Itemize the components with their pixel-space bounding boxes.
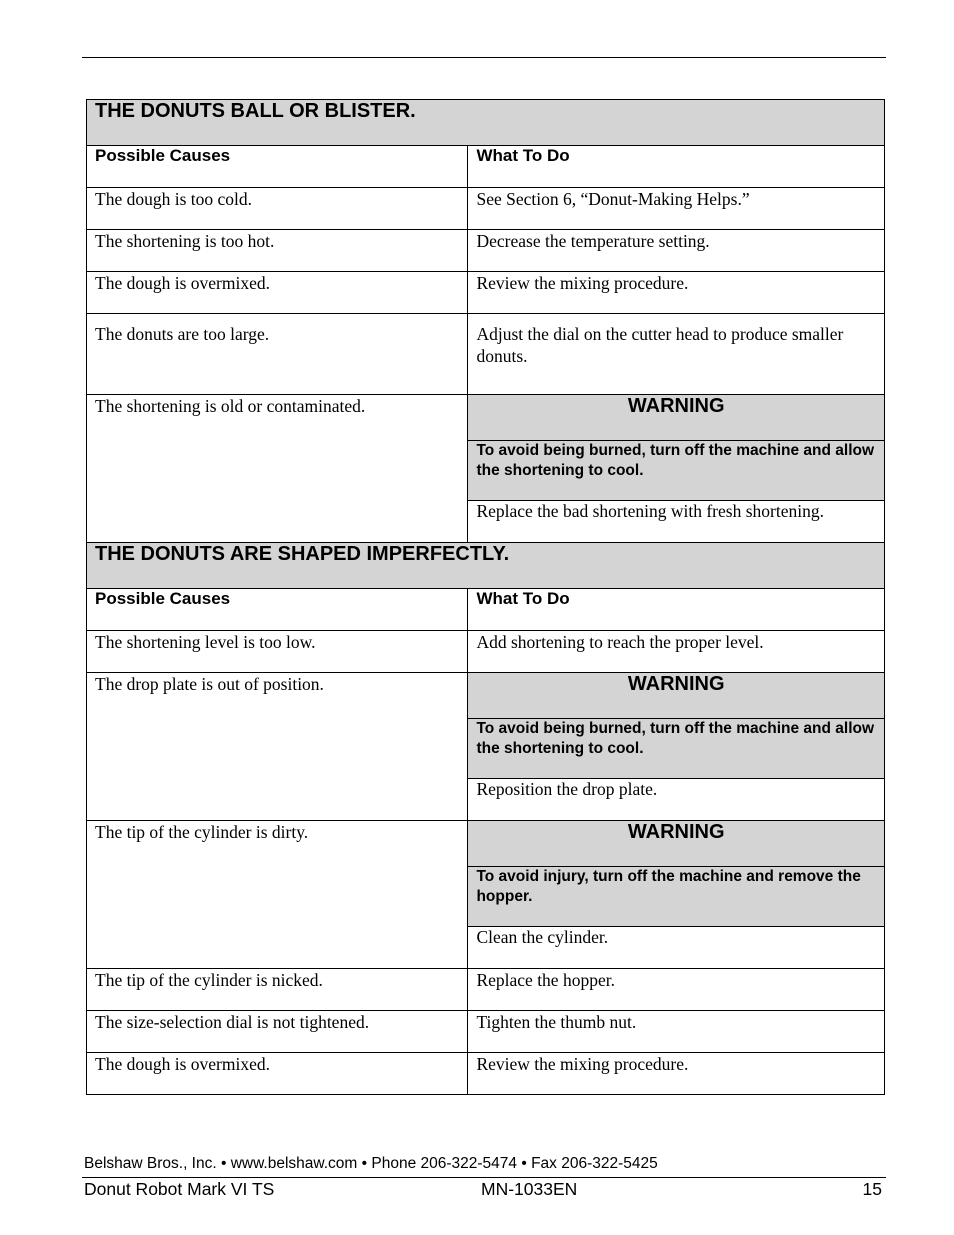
column-header-causes: Possible Causes xyxy=(87,146,468,188)
cause-cell: The dough is too cold. xyxy=(87,188,468,230)
column-header-todo: What To Do xyxy=(468,589,885,631)
table-row-warning xyxy=(87,395,885,441)
todo-cell: Reposition the drop plate. xyxy=(468,779,885,821)
column-header-row xyxy=(87,589,885,631)
column-header-todo: What To Do xyxy=(468,146,885,188)
table-row xyxy=(87,969,885,1011)
troubleshooting-table xyxy=(86,99,885,1095)
cause-cell: The tip of the cylinder is nicked. xyxy=(87,969,468,1011)
warning-title: WARNING xyxy=(468,673,885,719)
section-title: THE DONUTS BALL OR BLISTER. xyxy=(87,100,885,146)
todo-cell: Replace the bad shortening with fresh shortening. xyxy=(468,501,885,543)
warning-title: WARNING xyxy=(468,395,885,441)
section-title: THE DONUTS ARE SHAPED IMPERFECTLY. xyxy=(87,543,885,589)
warning-text: To avoid injury, turn off the machine and remove the hopper. xyxy=(468,867,885,927)
section-header-row xyxy=(87,100,885,146)
todo-cell: Clean the cylinder. xyxy=(468,927,885,969)
todo-cell: Review the mixing procedure. xyxy=(468,1053,885,1095)
todo-cell: Review the mixing procedure. xyxy=(468,272,885,314)
todo-cell: Replace the hopper. xyxy=(468,969,885,1011)
footer-doc-number: MN-1033EN xyxy=(481,1179,578,1199)
table-row xyxy=(87,272,885,314)
warning-title: WARNING xyxy=(468,821,885,867)
column-header-row xyxy=(87,146,885,188)
warning-text: To avoid being burned, turn off the machine and allow the shortening to cool. xyxy=(468,719,885,779)
cause-cell: The size-selection dial is not tightened. xyxy=(87,1011,468,1053)
footer-company-line: Belshaw Bros., Inc. • www.belshaw.com • Phone 206-322-5474 • Fax 206-322-5425 xyxy=(84,1155,658,1172)
table-row xyxy=(87,230,885,272)
warning-text: To avoid being burned, turn off the machine and allow the shortening to cool. xyxy=(468,441,885,501)
section-header-row xyxy=(87,543,885,589)
cause-cell: The dough is overmixed. xyxy=(87,1053,468,1095)
table-row xyxy=(87,1011,885,1053)
cause-cell: The shortening level is too low. xyxy=(87,631,468,673)
todo-cell: Tighten the thumb nut. xyxy=(468,1011,885,1053)
todo-cell: See Section 6, “Donut-Making Helps.” xyxy=(468,188,885,230)
table-row xyxy=(87,631,885,673)
table-row xyxy=(87,188,885,230)
cause-cell: The drop plate is out of position. xyxy=(87,673,468,821)
cause-cell: The shortening is too hot. xyxy=(87,230,468,272)
footer-page-number: 15 xyxy=(862,1179,882,1199)
table-row xyxy=(87,314,885,395)
cause-cell: The dough is overmixed. xyxy=(87,272,468,314)
table-row xyxy=(87,1053,885,1095)
column-header-causes: Possible Causes xyxy=(87,589,468,631)
cause-cell: The shortening is old or contaminated. xyxy=(87,395,468,543)
todo-cell: Decrease the temperature setting. xyxy=(468,230,885,272)
cause-cell: The donuts are too large. xyxy=(87,314,468,395)
todo-cell: Add shortening to reach the proper level. xyxy=(468,631,885,673)
cause-cell: The tip of the cylinder is dirty. xyxy=(87,821,468,969)
table-row-warning xyxy=(87,821,885,867)
table-row-warning xyxy=(87,673,885,719)
footer-product: Donut Robot Mark VI TS xyxy=(84,1179,275,1199)
footer-rule xyxy=(82,1177,886,1178)
header-rule xyxy=(82,57,886,58)
todo-cell: Adjust the dial on the cutter head to produce smaller donuts. xyxy=(468,314,885,395)
